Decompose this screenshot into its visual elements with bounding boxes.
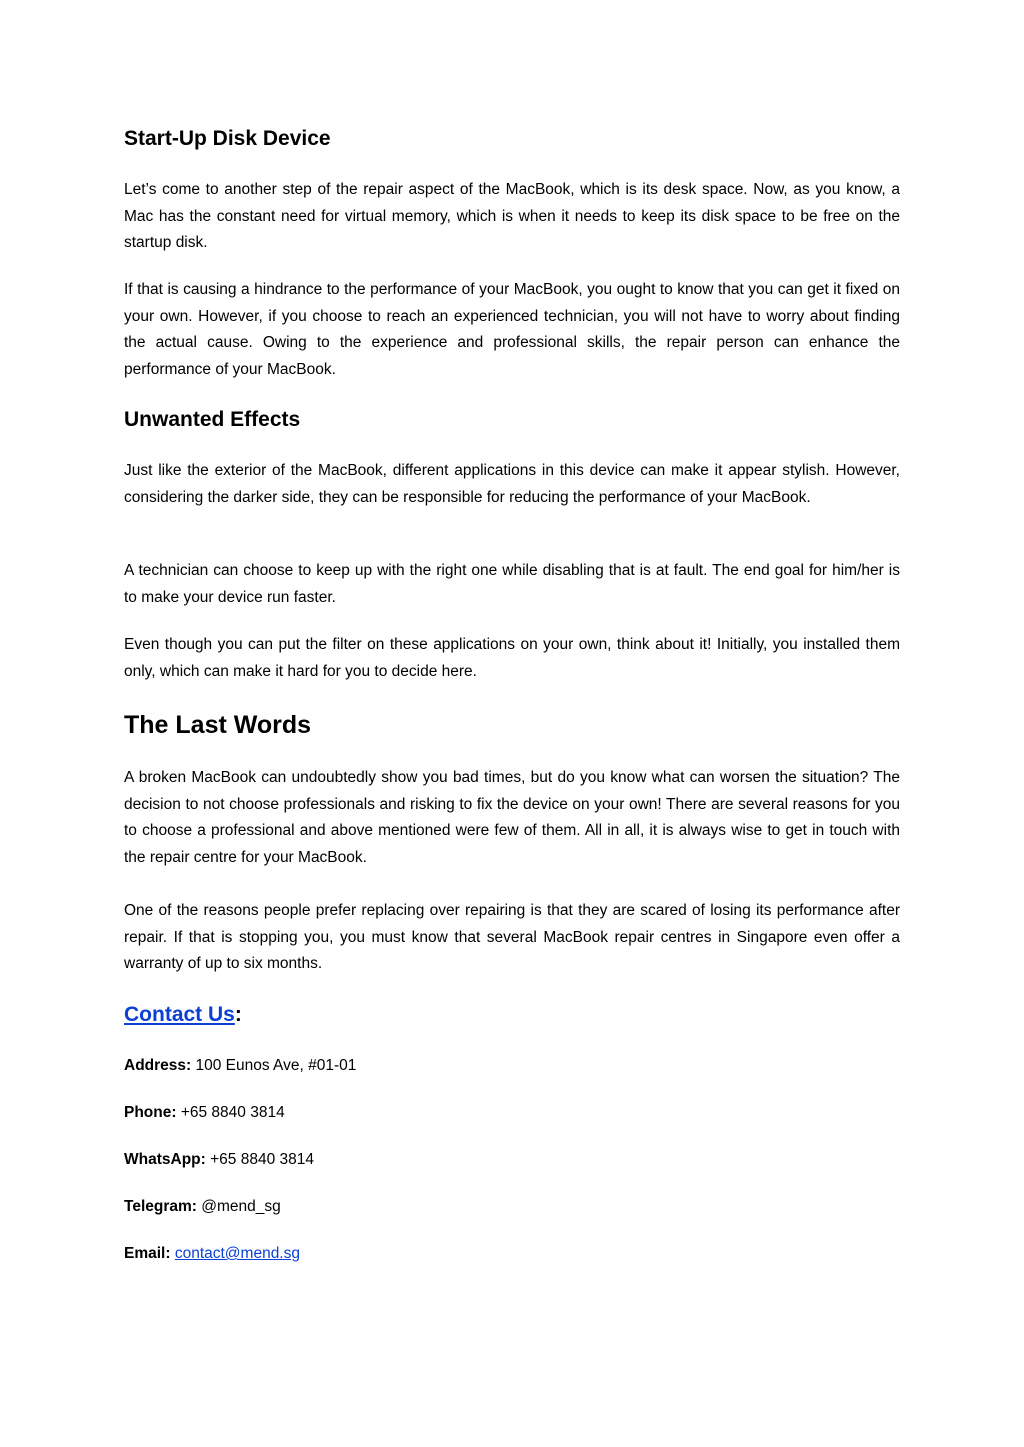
contact-email	[124, 1243, 300, 1265]
paragraph-unwanted-1: Just like the exterior of the MacBook, different applications in this device can make it appear stylish. However, considering the darker side, they can be responsible for reducing the performance of your MacBook.	[124, 462, 900, 506]
paragraph-unwanted-2: A technician can choose to keep up with the right one while disabling that is at fault. The end goal for him/her is to make your device run faster.	[124, 562, 900, 606]
address-value: 100 Eunos Ave, #01-01	[191, 1057, 357, 1074]
contact-whatsapp	[124, 1149, 314, 1171]
paragraph-startup-1: Let’s come to another step of the repair aspect of the MacBook, which is its desk space. Now, as you know, a Mac has the constant need for virtual memory, which is when it needs to keep its disk space to be free on the startup disk.	[124, 181, 900, 251]
contact-phone	[124, 1102, 285, 1124]
heading-unwanted-effects: Unwanted Effects	[124, 408, 301, 431]
paragraph-startup-2: If that is causing a hindrance to the performance of your MacBook, you ought to know that you can get it fixed on your own. However, if you choose to reach an experienced technician, you will not have to worry about finding the actual cause. Owing to the experience and professional skills, the repair person can enhance the performance of your MacBook.	[124, 281, 900, 378]
heading-startup-disk: Start-Up Disk Device	[124, 127, 331, 150]
email-link[interactable]: contact@mend.sg	[174, 1245, 300, 1262]
heading-last-words: The Last Words	[124, 711, 312, 739]
whatsapp-label: WhatsApp:	[124, 1151, 206, 1168]
contact-address	[124, 1055, 356, 1077]
whatsapp-value: +65 8840 3814	[205, 1151, 314, 1168]
email-label: Email:	[124, 1245, 171, 1262]
paragraph-unwanted-3: Even though you can put the filter on these applications on your own, think about it! Initially, you installed them only, which can make it hard for you to decide here.	[124, 636, 900, 680]
paragraph-last-words-1: A broken MacBook can undoubtedly show you bad times, but do you know what can worsen the situation? The decision to not choose professionals and risking to fix the device on your own! There are several reasons for you to choose a professional and above mentioned were few of them. All in all, it is always wise to get in touch with the repair centre for your MacBook.	[124, 769, 900, 866]
telegram-label: Telegram:	[124, 1198, 197, 1215]
contact-us-link[interactable]: Contact Us	[124, 1003, 235, 1026]
phone-value: +65 8840 3814	[176, 1104, 285, 1121]
contact-telegram	[124, 1196, 281, 1218]
contact-heading	[124, 1002, 242, 1028]
phone-label: Phone:	[124, 1104, 177, 1121]
address-label: Address:	[124, 1057, 192, 1074]
contact-heading-colon: :	[234, 1003, 242, 1026]
telegram-value: @mend_sg	[196, 1198, 281, 1215]
paragraph-last-words-2: One of the reasons people prefer replacing over repairing is that they are scared of losing its performance after repair. If that is stopping you, you must know that several MacBook repair centres in Singapore even offer a warranty of up to six months.	[124, 902, 900, 972]
